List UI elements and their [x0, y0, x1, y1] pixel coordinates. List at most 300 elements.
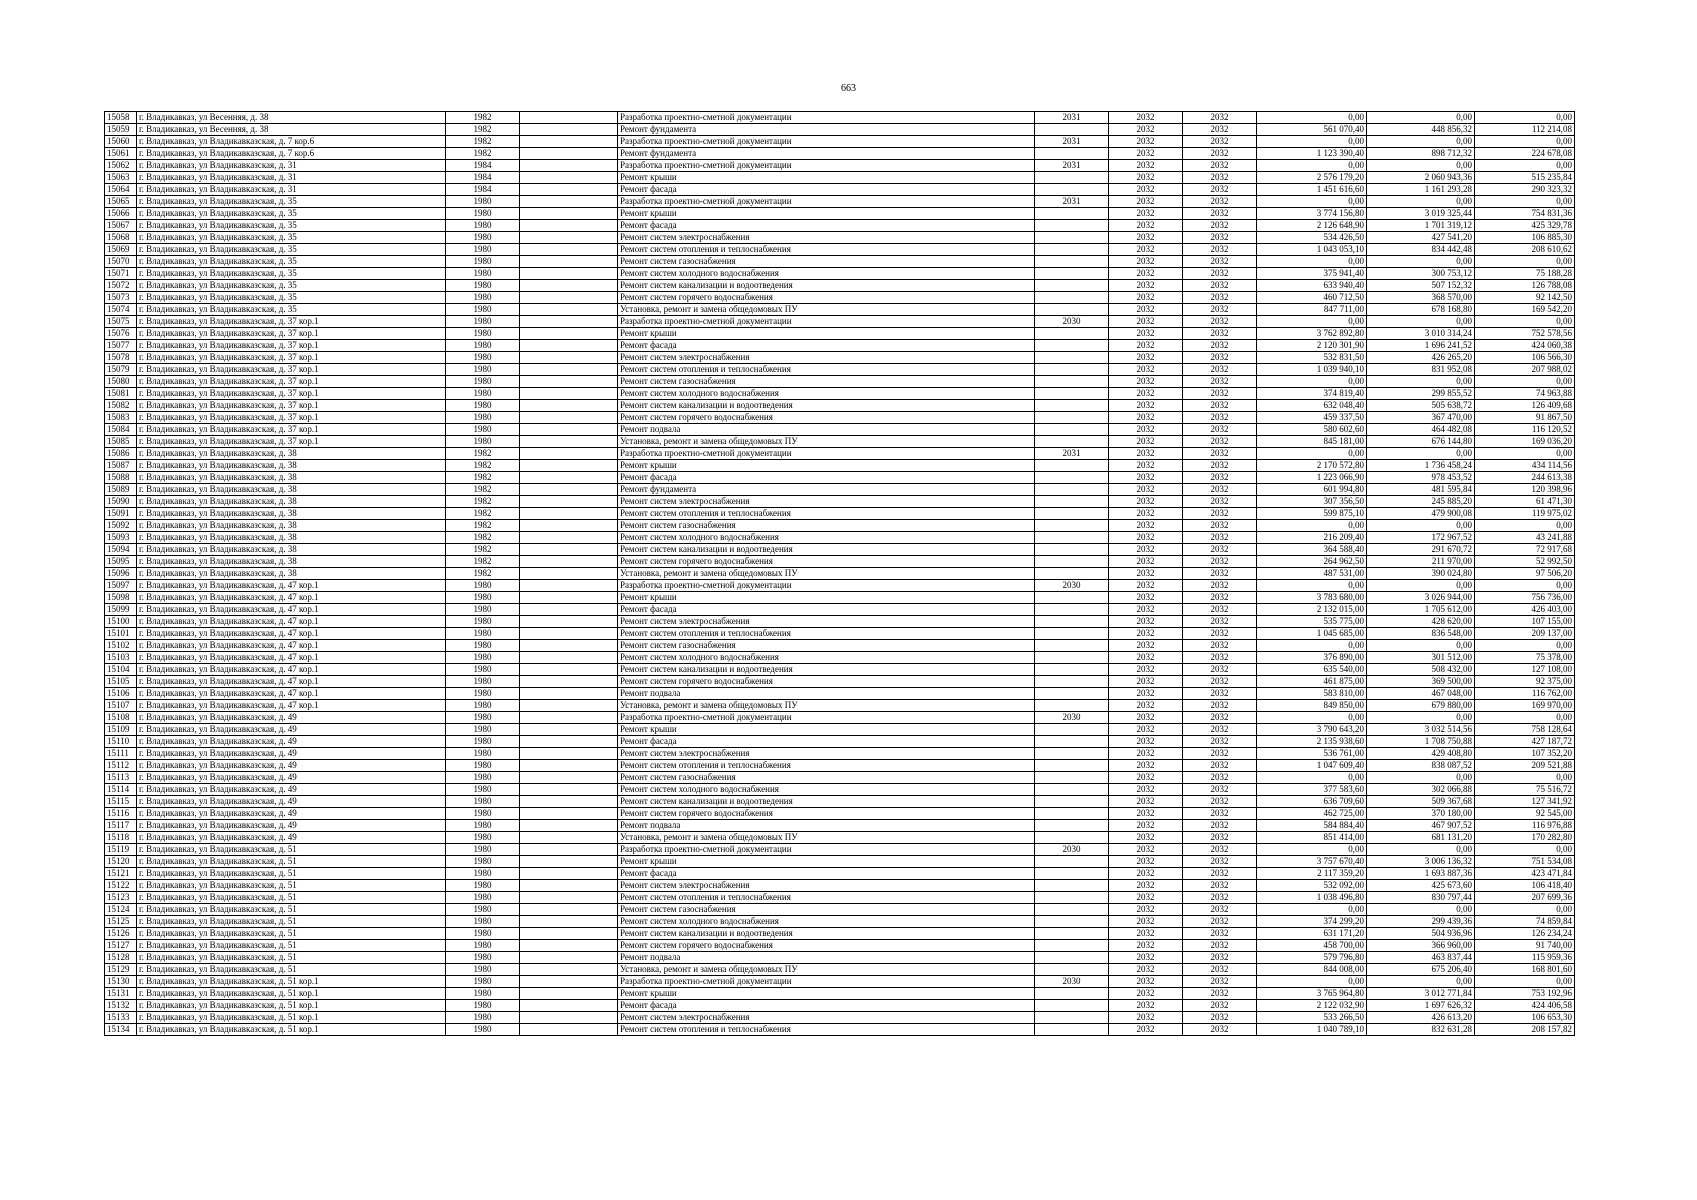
- total-cost-cell: 2 122 032,90: [1257, 1000, 1367, 1012]
- fund-cost-cell: 509 367,68: [1367, 796, 1475, 808]
- total-cost-cell: 580 602,60: [1257, 424, 1367, 436]
- end-year-cell: 2032: [1183, 448, 1257, 460]
- end-year-cell: 2032: [1183, 880, 1257, 892]
- plan-year-cell: [1035, 292, 1109, 304]
- address-cell: г. Владикавказ, ул Владикавказская, д. 31: [137, 172, 446, 184]
- plan-year-cell: [1035, 724, 1109, 736]
- fund-cost-cell: 2 060 943,36: [1367, 172, 1475, 184]
- table-row: [105, 832, 1575, 844]
- build-year-cell: 1980: [446, 856, 520, 868]
- work-type-cell: Установка, ремонт и замена общедомовых ПУ: [618, 304, 1035, 316]
- owner-cost-cell: 120 398,96: [1475, 484, 1575, 496]
- fund-cost-cell: 425 673,60: [1367, 880, 1475, 892]
- end-year-cell: 2032: [1183, 856, 1257, 868]
- total-cost-cell: 0,00: [1257, 112, 1367, 124]
- end-year-cell: 2032: [1183, 700, 1257, 712]
- row-number-cell: 15122: [105, 880, 137, 892]
- build-year-cell: 1980: [446, 400, 520, 412]
- owner-cost-cell: 0,00: [1475, 160, 1575, 172]
- total-cost-cell: 632 048,40: [1257, 400, 1367, 412]
- build-year-cell: 1980: [446, 832, 520, 844]
- row-number-cell: 15101: [105, 628, 137, 640]
- address-cell: г. Владикавказ, ул Владикавказская, д. 31: [137, 184, 446, 196]
- owner-cost-cell: 112 214,08: [1475, 124, 1575, 136]
- table-row: [105, 652, 1575, 664]
- fund-cost-cell: 508 432,00: [1367, 664, 1475, 676]
- plan-year-cell: [1035, 904, 1109, 916]
- empty-cell-cell: [520, 280, 618, 292]
- work-type-cell: Ремонт систем электроснабжения: [618, 616, 1035, 628]
- owner-cost-cell: 754 831,36: [1475, 208, 1575, 220]
- end-year-cell: 2032: [1183, 832, 1257, 844]
- row-number-cell: 15121: [105, 868, 137, 880]
- empty-cell-cell: [520, 676, 618, 688]
- fund-cost-cell: 300 753,12: [1367, 268, 1475, 280]
- owner-cost-cell: 75 188,28: [1475, 268, 1575, 280]
- table-row: [105, 472, 1575, 484]
- total-cost-cell: 458 700,00: [1257, 940, 1367, 952]
- start-year-cell: 2032: [1109, 580, 1183, 592]
- total-cost-cell: 533 266,50: [1257, 1012, 1367, 1024]
- address-cell: г. Владикавказ, ул Весенняя, д. 38: [137, 124, 446, 136]
- row-number-cell: 15131: [105, 988, 137, 1000]
- plan-year-cell: 2030: [1035, 712, 1109, 724]
- work-type-cell: Разработка проектно-сметной документации: [618, 316, 1035, 328]
- table-row: [105, 796, 1575, 808]
- table-body: [105, 112, 1575, 1036]
- plan-year-cell: [1035, 412, 1109, 424]
- owner-cost-cell: 92 375,00: [1475, 676, 1575, 688]
- row-number-cell: 15067: [105, 220, 137, 232]
- row-number-cell: 15076: [105, 328, 137, 340]
- address-cell: г. Владикавказ, ул Владикавказская, д. 49: [137, 832, 446, 844]
- plan-year-cell: [1035, 232, 1109, 244]
- work-type-cell: Ремонт систем газоснабжения: [618, 772, 1035, 784]
- row-number-cell: 15111: [105, 748, 137, 760]
- total-cost-cell: 375 941,40: [1257, 268, 1367, 280]
- owner-cost-cell: 91 740,00: [1475, 940, 1575, 952]
- owner-cost-cell: 116 976,88: [1475, 820, 1575, 832]
- table-row: [105, 820, 1575, 832]
- end-year-cell: 2032: [1183, 136, 1257, 148]
- table-row: [105, 484, 1575, 496]
- empty-cell-cell: [520, 832, 618, 844]
- empty-cell-cell: [520, 904, 618, 916]
- fund-cost-cell: 831 952,08: [1367, 364, 1475, 376]
- build-year-cell: 1980: [446, 376, 520, 388]
- row-number-cell: 15109: [105, 724, 137, 736]
- owner-cost-cell: 0,00: [1475, 256, 1575, 268]
- build-year-cell: 1980: [446, 292, 520, 304]
- owner-cost-cell: 0,00: [1475, 448, 1575, 460]
- work-type-cell: Ремонт систем канализации и водоотведения: [618, 280, 1035, 292]
- total-cost-cell: 0,00: [1257, 196, 1367, 208]
- fund-cost-cell: 1 701 319,12: [1367, 220, 1475, 232]
- start-year-cell: 2032: [1109, 700, 1183, 712]
- owner-cost-cell: 52 992,50: [1475, 556, 1575, 568]
- plan-year-cell: [1035, 220, 1109, 232]
- row-number-cell: 15115: [105, 796, 137, 808]
- table-row: [105, 640, 1575, 652]
- empty-cell-cell: [520, 772, 618, 784]
- row-number-cell: 15061: [105, 148, 137, 160]
- address-cell: г. Владикавказ, ул Владикавказская, д. 7 кор.6: [137, 136, 446, 148]
- owner-cost-cell: 72 917,68: [1475, 544, 1575, 556]
- work-type-cell: Ремонт систем отопления и теплоснабжения: [618, 1024, 1035, 1036]
- empty-cell-cell: [520, 148, 618, 160]
- fund-cost-cell: 429 408,80: [1367, 748, 1475, 760]
- owner-cost-cell: 424 060,38: [1475, 340, 1575, 352]
- total-cost-cell: 2 126 648,90: [1257, 220, 1367, 232]
- fund-cost-cell: 1 736 458,24: [1367, 460, 1475, 472]
- build-year-cell: 1982: [446, 568, 520, 580]
- fund-cost-cell: 1 708 750,88: [1367, 736, 1475, 748]
- total-cost-cell: 0,00: [1257, 844, 1367, 856]
- table-row: [105, 448, 1575, 460]
- empty-cell-cell: [520, 724, 618, 736]
- end-year-cell: 2032: [1183, 172, 1257, 184]
- row-number-cell: 15065: [105, 196, 137, 208]
- start-year-cell: 2032: [1109, 892, 1183, 904]
- total-cost-cell: 1 040 789,10: [1257, 1024, 1367, 1036]
- fund-cost-cell: 211 970,00: [1367, 556, 1475, 568]
- total-cost-cell: 849 850,00: [1257, 700, 1367, 712]
- address-cell: г. Владикавказ, ул Владикавказская, д. 51: [137, 940, 446, 952]
- start-year-cell: 2032: [1109, 544, 1183, 556]
- address-cell: г. Владикавказ, ул Владикавказская, д. 37 кор.1: [137, 328, 446, 340]
- start-year-cell: 2032: [1109, 796, 1183, 808]
- fund-cost-cell: 0,00: [1367, 844, 1475, 856]
- start-year-cell: 2032: [1109, 184, 1183, 196]
- owner-cost-cell: 244 613,38: [1475, 472, 1575, 484]
- empty-cell-cell: [520, 568, 618, 580]
- empty-cell-cell: [520, 784, 618, 796]
- address-cell: г. Владикавказ, ул Владикавказская, д. 51 кор.1: [137, 1000, 446, 1012]
- total-cost-cell: 535 775,00: [1257, 616, 1367, 628]
- table-row: [105, 940, 1575, 952]
- fund-cost-cell: 0,00: [1367, 448, 1475, 460]
- address-cell: г. Владикавказ, ул Владикавказская, д. 47 кор.1: [137, 652, 446, 664]
- plan-year-cell: 2031: [1035, 196, 1109, 208]
- work-type-cell: Разработка проектно-сметной документации: [618, 196, 1035, 208]
- end-year-cell: 2032: [1183, 676, 1257, 688]
- plan-year-cell: [1035, 616, 1109, 628]
- plan-year-cell: [1035, 400, 1109, 412]
- start-year-cell: 2032: [1109, 532, 1183, 544]
- build-year-cell: 1980: [446, 688, 520, 700]
- empty-cell-cell: [520, 184, 618, 196]
- work-type-cell: Ремонт фасада: [618, 868, 1035, 880]
- table-row: [105, 496, 1575, 508]
- empty-cell-cell: [520, 592, 618, 604]
- total-cost-cell: 583 810,00: [1257, 688, 1367, 700]
- start-year-cell: 2032: [1109, 172, 1183, 184]
- empty-cell-cell: [520, 700, 618, 712]
- plan-year-cell: 2031: [1035, 160, 1109, 172]
- owner-cost-cell: 224 678,08: [1475, 148, 1575, 160]
- fund-cost-cell: 299 439,36: [1367, 916, 1475, 928]
- address-cell: г. Владикавказ, ул Владикавказская, д. 35: [137, 280, 446, 292]
- table-row: [105, 772, 1575, 784]
- table-row: [105, 436, 1575, 448]
- start-year-cell: 2032: [1109, 496, 1183, 508]
- total-cost-cell: 460 712,50: [1257, 292, 1367, 304]
- plan-year-cell: [1035, 172, 1109, 184]
- fund-cost-cell: 369 500,00: [1367, 676, 1475, 688]
- empty-cell-cell: [520, 436, 618, 448]
- plan-year-cell: [1035, 532, 1109, 544]
- row-number-cell: 15078: [105, 352, 137, 364]
- total-cost-cell: 3 790 643,20: [1257, 724, 1367, 736]
- row-number-cell: 15107: [105, 700, 137, 712]
- work-type-cell: Установка, ремонт и замена общедомовых ПУ: [618, 832, 1035, 844]
- build-year-cell: 1982: [446, 508, 520, 520]
- build-year-cell: 1982: [446, 544, 520, 556]
- start-year-cell: 2032: [1109, 472, 1183, 484]
- work-type-cell: Ремонт подвала: [618, 952, 1035, 964]
- empty-cell-cell: [520, 112, 618, 124]
- plan-year-cell: [1035, 208, 1109, 220]
- plan-year-cell: [1035, 664, 1109, 676]
- end-year-cell: 2032: [1183, 1012, 1257, 1024]
- fund-cost-cell: 0,00: [1367, 112, 1475, 124]
- build-year-cell: 1982: [446, 532, 520, 544]
- row-number-cell: 15105: [105, 676, 137, 688]
- build-year-cell: 1980: [446, 676, 520, 688]
- plan-year-cell: [1035, 124, 1109, 136]
- build-year-cell: 1980: [446, 796, 520, 808]
- empty-cell-cell: [520, 124, 618, 136]
- work-type-cell: Разработка проектно-сметной документации: [618, 112, 1035, 124]
- end-year-cell: 2032: [1183, 124, 1257, 136]
- plan-year-cell: 2031: [1035, 112, 1109, 124]
- plan-year-cell: [1035, 244, 1109, 256]
- owner-cost-cell: 106 418,40: [1475, 880, 1575, 892]
- row-number-cell: 15071: [105, 268, 137, 280]
- start-year-cell: 2032: [1109, 832, 1183, 844]
- address-cell: г. Владикавказ, ул Владикавказская, д. 49: [137, 748, 446, 760]
- work-type-cell: Ремонт фасада: [618, 472, 1035, 484]
- empty-cell-cell: [520, 976, 618, 988]
- total-cost-cell: 845 181,00: [1257, 436, 1367, 448]
- build-year-cell: 1980: [446, 880, 520, 892]
- total-cost-cell: 0,00: [1257, 976, 1367, 988]
- end-year-cell: 2032: [1183, 652, 1257, 664]
- work-type-cell: Ремонт крыши: [618, 856, 1035, 868]
- empty-cell-cell: [520, 736, 618, 748]
- owner-cost-cell: 106 885,30: [1475, 232, 1575, 244]
- start-year-cell: 2032: [1109, 208, 1183, 220]
- end-year-cell: 2032: [1183, 352, 1257, 364]
- plan-year-cell: [1035, 628, 1109, 640]
- start-year-cell: 2032: [1109, 112, 1183, 124]
- start-year-cell: 2032: [1109, 712, 1183, 724]
- row-number-cell: 15104: [105, 664, 137, 676]
- row-number-cell: 15066: [105, 208, 137, 220]
- work-type-cell: Ремонт систем газоснабжения: [618, 904, 1035, 916]
- owner-cost-cell: 0,00: [1475, 640, 1575, 652]
- table-row: [105, 592, 1575, 604]
- build-year-cell: 1980: [446, 844, 520, 856]
- total-cost-cell: 2 120 301,90: [1257, 340, 1367, 352]
- empty-cell-cell: [520, 388, 618, 400]
- build-year-cell: 1980: [446, 388, 520, 400]
- address-cell: г. Владикавказ, ул Владикавказская, д. 37 кор.1: [137, 436, 446, 448]
- total-cost-cell: 1 451 616,60: [1257, 184, 1367, 196]
- end-year-cell: 2032: [1183, 388, 1257, 400]
- start-year-cell: 2032: [1109, 520, 1183, 532]
- row-number-cell: 15120: [105, 856, 137, 868]
- owner-cost-cell: 434 114,56: [1475, 460, 1575, 472]
- address-cell: г. Владикавказ, ул Владикавказская, д. 51: [137, 880, 446, 892]
- start-year-cell: 2032: [1109, 844, 1183, 856]
- end-year-cell: 2032: [1183, 340, 1257, 352]
- row-number-cell: 15077: [105, 340, 137, 352]
- fund-cost-cell: 370 180,00: [1367, 808, 1475, 820]
- start-year-cell: 2032: [1109, 316, 1183, 328]
- address-cell: г. Владикавказ, ул Владикавказская, д. 49: [137, 760, 446, 772]
- plan-year-cell: [1035, 676, 1109, 688]
- fund-cost-cell: 978 453,52: [1367, 472, 1475, 484]
- owner-cost-cell: 0,00: [1475, 976, 1575, 988]
- end-year-cell: 2032: [1183, 232, 1257, 244]
- table-row: [105, 736, 1575, 748]
- fund-cost-cell: 0,00: [1367, 772, 1475, 784]
- address-cell: г. Владикавказ, ул Владикавказская, д. 49: [137, 808, 446, 820]
- start-year-cell: 2032: [1109, 568, 1183, 580]
- end-year-cell: 2032: [1183, 1000, 1257, 1012]
- fund-cost-cell: 302 066,88: [1367, 784, 1475, 796]
- build-year-cell: 1980: [446, 268, 520, 280]
- table-row: [105, 868, 1575, 880]
- owner-cost-cell: 127 341,92: [1475, 796, 1575, 808]
- fund-cost-cell: 463 837,44: [1367, 952, 1475, 964]
- end-year-cell: 2032: [1183, 460, 1257, 472]
- owner-cost-cell: 515 235,84: [1475, 172, 1575, 184]
- row-number-cell: 15079: [105, 364, 137, 376]
- start-year-cell: 2032: [1109, 1024, 1183, 1036]
- work-type-cell: Ремонт систем горячего водоснабжения: [618, 940, 1035, 952]
- plan-year-cell: [1035, 808, 1109, 820]
- build-year-cell: 1980: [446, 736, 520, 748]
- plan-year-cell: [1035, 892, 1109, 904]
- owner-cost-cell: 209 137,00: [1475, 628, 1575, 640]
- row-number-cell: 15110: [105, 736, 137, 748]
- empty-cell-cell: [520, 964, 618, 976]
- table-row: [105, 256, 1575, 268]
- end-year-cell: 2032: [1183, 196, 1257, 208]
- owner-cost-cell: 43 241,88: [1475, 532, 1575, 544]
- total-cost-cell: 847 711,00: [1257, 304, 1367, 316]
- work-type-cell: Ремонт подвала: [618, 820, 1035, 832]
- owner-cost-cell: 0,00: [1475, 904, 1575, 916]
- work-type-cell: Ремонт систем канализации и водоотведения: [618, 544, 1035, 556]
- total-cost-cell: 635 540,00: [1257, 664, 1367, 676]
- build-year-cell: 1980: [446, 760, 520, 772]
- empty-cell-cell: [520, 688, 618, 700]
- start-year-cell: 2032: [1109, 784, 1183, 796]
- row-number-cell: 15097: [105, 580, 137, 592]
- empty-cell-cell: [520, 952, 618, 964]
- address-cell: г. Владикавказ, ул Владикавказская, д. 51: [137, 964, 446, 976]
- build-year-cell: 1982: [446, 556, 520, 568]
- end-year-cell: 2032: [1183, 796, 1257, 808]
- total-cost-cell: 1 038 496,80: [1257, 892, 1367, 904]
- fund-cost-cell: 366 960,00: [1367, 940, 1475, 952]
- plan-year-cell: [1035, 568, 1109, 580]
- table-row: [105, 844, 1575, 856]
- build-year-cell: 1980: [446, 940, 520, 952]
- address-cell: г. Владикавказ, ул Владикавказская, д. 35: [137, 292, 446, 304]
- build-year-cell: 1980: [446, 208, 520, 220]
- end-year-cell: 2032: [1183, 664, 1257, 676]
- empty-cell-cell: [520, 448, 618, 460]
- build-year-cell: 1980: [446, 316, 520, 328]
- table-row: [105, 904, 1575, 916]
- empty-cell-cell: [520, 196, 618, 208]
- table-row: [105, 364, 1575, 376]
- total-cost-cell: 0,00: [1257, 256, 1367, 268]
- plan-year-cell: [1035, 952, 1109, 964]
- owner-cost-cell: 290 323,32: [1475, 184, 1575, 196]
- total-cost-cell: 216 209,40: [1257, 532, 1367, 544]
- build-year-cell: 1980: [446, 232, 520, 244]
- address-cell: г. Владикавказ, ул Владикавказская, д. 7 кор.6: [137, 148, 446, 160]
- build-year-cell: 1982: [446, 472, 520, 484]
- row-number-cell: 15074: [105, 304, 137, 316]
- address-cell: г. Владикавказ, ул Владикавказская, д. 37 кор.1: [137, 316, 446, 328]
- end-year-cell: 2032: [1183, 928, 1257, 940]
- end-year-cell: 2032: [1183, 892, 1257, 904]
- address-cell: г. Владикавказ, ул Владикавказская, д. 37 кор.1: [137, 364, 446, 376]
- plan-year-cell: [1035, 988, 1109, 1000]
- fund-cost-cell: 898 712,32: [1367, 148, 1475, 160]
- total-cost-cell: 461 875,00: [1257, 676, 1367, 688]
- work-type-cell: Ремонт систем электроснабжения: [618, 232, 1035, 244]
- fund-cost-cell: 0,00: [1367, 376, 1475, 388]
- work-type-cell: Ремонт систем электроснабжения: [618, 352, 1035, 364]
- empty-cell-cell: [520, 820, 618, 832]
- start-year-cell: 2032: [1109, 640, 1183, 652]
- end-year-cell: 2032: [1183, 604, 1257, 616]
- start-year-cell: 2032: [1109, 148, 1183, 160]
- total-cost-cell: 851 414,00: [1257, 832, 1367, 844]
- build-year-cell: 1982: [446, 520, 520, 532]
- total-cost-cell: 2 132 015,00: [1257, 604, 1367, 616]
- build-year-cell: 1980: [446, 988, 520, 1000]
- start-year-cell: 2032: [1109, 232, 1183, 244]
- end-year-cell: 2032: [1183, 256, 1257, 268]
- start-year-cell: 2032: [1109, 760, 1183, 772]
- address-cell: г. Владикавказ, ул Владикавказская, д. 47 кор.1: [137, 676, 446, 688]
- table-row: [105, 724, 1575, 736]
- end-year-cell: 2032: [1183, 412, 1257, 424]
- owner-cost-cell: 207 699,36: [1475, 892, 1575, 904]
- end-year-cell: 2032: [1183, 148, 1257, 160]
- owner-cost-cell: 424 406,58: [1475, 1000, 1575, 1012]
- address-cell: г. Владикавказ, ул Владикавказская, д. 51: [137, 952, 446, 964]
- address-cell: г. Владикавказ, ул Владикавказская, д. 35: [137, 196, 446, 208]
- start-year-cell: 2032: [1109, 928, 1183, 940]
- plan-year-cell: [1035, 304, 1109, 316]
- table-row: [105, 688, 1575, 700]
- fund-cost-cell: 3 032 514,56: [1367, 724, 1475, 736]
- fund-cost-cell: 299 855,52: [1367, 388, 1475, 400]
- total-cost-cell: 0,00: [1257, 160, 1367, 172]
- build-year-cell: 1980: [446, 892, 520, 904]
- table-row: [105, 268, 1575, 280]
- row-number-cell: 15086: [105, 448, 137, 460]
